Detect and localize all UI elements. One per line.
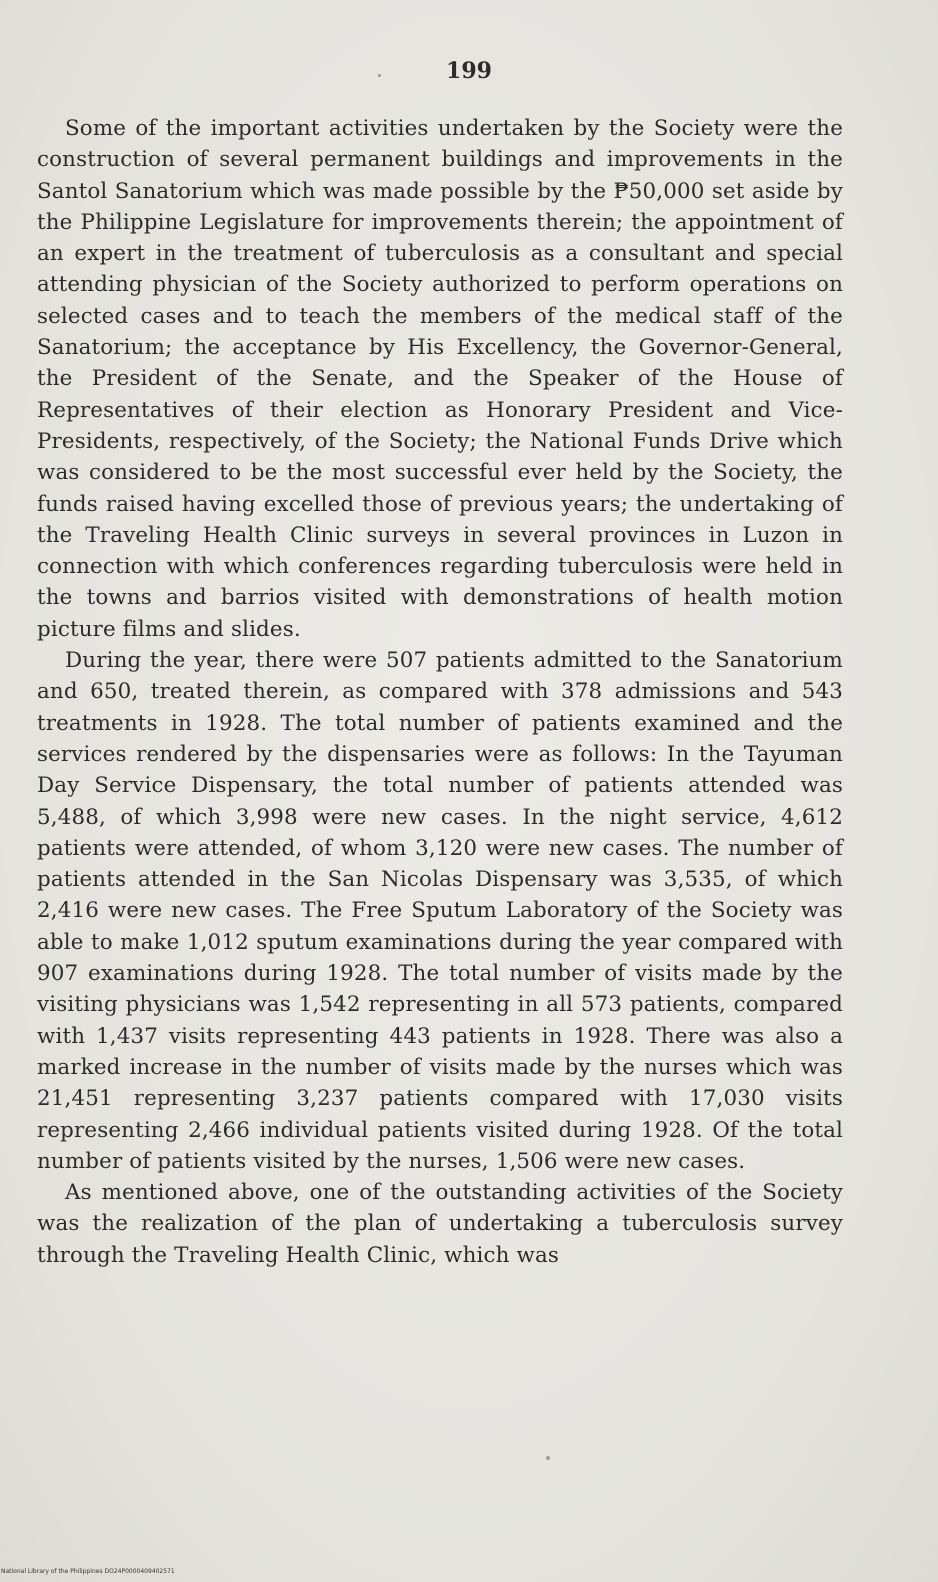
page-speck <box>378 74 381 77</box>
paragraph-traveling-clinic: As mentioned above, one of the outstanding activities of the Society was the realization of the plan of undertaking a tuberculosis survey through the Traveling Health Clinic, which was <box>37 1180 843 1268</box>
body-text <box>37 113 843 1271</box>
paragraph-activities: Some of the important activities undertaken by the Society were the construction of several permanent buildings and improvements in the Santol Sanatorium which was made possible by the ₱50,000 set aside by the Philippine Legislature for improvements therein; the appointment of an expert in the treatment of tuberculosis as a consultant and special attending physician of the Society authorized to perform operations on selected cases and to teach the members of the medical staff of the Sanatorium; the acceptance by His Excellency, the Governor-General, the President of the Senate, and the Speaker of the House of Representatives of their election as Honorary President and Vice-Presidents, respectively, of the Society; the National Funds Drive which was considered to be the most successful ever held by the Society, the funds raised having excelled those of previous years; the undertaking of the Traveling Health Clinic surveys in several provinces in Luzon in connection with which conferences regarding tuberculosis were held in the towns and barrios visited with demonstrations of health motion picture films and slides. <box>37 116 843 642</box>
page-number: 199 <box>446 58 492 84</box>
page-speck <box>546 1456 550 1460</box>
paragraph-patient-statistics: During the year, there were 507 patients admitted to the Sanatorium and 650, treated therein, as compared with 378 admissions and 543 treatments in 1928. The total number of patients examined and the services rendered by the dispensaries were as follows: In the Tayuman Day Service Dispensary, the total number of patients attended was 5,488, of which 3,998 were new cases. In the night service, 4,612 patients were attended, of whom 3,120 were new cases. The number of patients attended in the San Nicolas Dispensary was 3,535, of which 2,416 were new cases. The Free Sputum Laboratory of the Society was able to make 1,012 sputum examinations during the year compared with 907 examinations during 1928. The total number of visits made by the visiting physicians was 1,542 representing in all 573 patients, compared with 1,437 visits representing 443 patients in 1928. There was also a marked increase in the number of visits made by the nurses which was 21,451 representing 3,237 patients compared with 17,030 visits representing 2,466 individual patients visited during 1928. Of the total number of patients visited by the nurses, 1,506 were new cases. <box>37 648 843 1174</box>
library-footer: National Library of the Philippines DO24P0000409402571 <box>1 1568 175 1575</box>
